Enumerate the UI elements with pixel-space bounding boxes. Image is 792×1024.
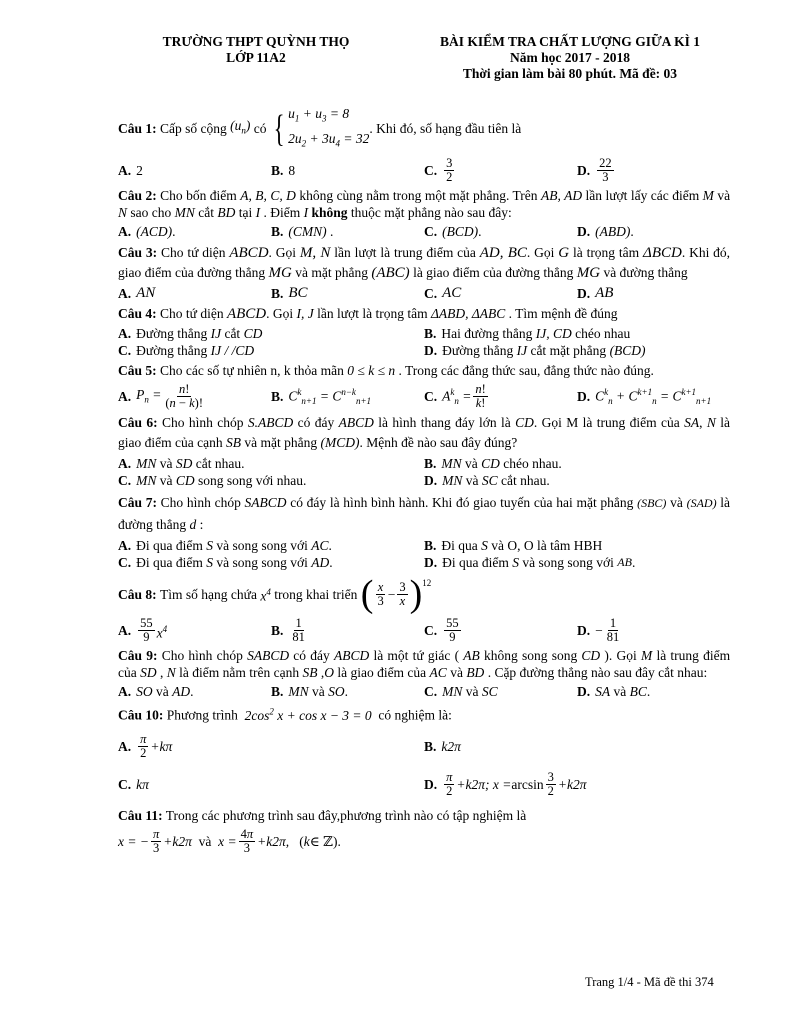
option-text: song song với nhau. bbox=[198, 473, 307, 489]
exam-title: BÀI KIỂM TRA CHẤT LƯỢNG GIỮA KÌ 1 bbox=[440, 34, 700, 49]
exam-header bbox=[400, 34, 740, 82]
option-text: và bbox=[465, 456, 478, 472]
question-label: Câu 1: bbox=[118, 121, 157, 137]
question-label: Câu 10: bbox=[118, 707, 164, 723]
option-d[interactable]: D. − $\frac{1}{81}$ bbox=[577, 616, 620, 645]
question-text: . Tìm mệnh đề đúng bbox=[508, 306, 618, 322]
question-label: Câu 6: bbox=[118, 415, 158, 431]
question-text: có đáy bbox=[293, 648, 330, 664]
question-label: Câu 11: bbox=[118, 807, 163, 823]
option-a[interactable]: A. $\frac{55}{9}$ $x^4$ bbox=[118, 616, 168, 645]
question-1 bbox=[118, 104, 730, 153]
question-text: trong khai triển bbox=[274, 586, 358, 602]
option-b[interactable]: B. (CMN) . bbox=[271, 224, 334, 240]
option-text: và bbox=[613, 684, 627, 700]
option-d[interactable]: D. $\frac{\pi}{2}$ +k2π; x = arcsin $\frac{3}{2}$ +k2π bbox=[424, 770, 587, 799]
option-d[interactable]: D. AB bbox=[577, 285, 614, 302]
option-text: và bbox=[159, 456, 173, 472]
option-b[interactable]: B. Hai đường thẳng IJ, CD chéo nhau bbox=[424, 326, 631, 342]
option-c[interactable]: C. Đi qua điểm S và song song với AD . bbox=[118, 555, 333, 571]
options bbox=[118, 683, 730, 700]
question-text: và đường thẳng bbox=[603, 265, 688, 281]
question-8: Câu 8: Tìm số hạng chứa $x^4$ trong khai triển ( $\frac{x}{3}$ − $\frac{3}{x}$ ) $^{12}$ bbox=[118, 573, 432, 616]
question-2: Câu 2: Cho bốn điểm A, B, C, D không cùng nằm trong một mặt phẳng. Trên AB, AD lần lượt lấy các điểm M và N sao cho MN cắt BD tại I . Điểm I không thuộc mặt phẳng nào sau đây: bbox=[118, 188, 731, 221]
options bbox=[118, 537, 730, 571]
question-text: lần lượt lấy các điểm bbox=[585, 188, 700, 204]
option-c[interactable]: C. kπ bbox=[118, 777, 149, 793]
question-text: . Mệnh đề nào sau đây đúng? bbox=[359, 435, 518, 451]
class-name: LỚP 11A2 bbox=[226, 50, 286, 65]
question-text: . Gọi bbox=[268, 245, 297, 261]
question-text: . Khi đó, giao điểm của đường thẳng bbox=[118, 245, 731, 281]
question-text: Phương trình bbox=[166, 707, 238, 723]
question-text: cắt bbox=[198, 205, 215, 221]
option-b[interactable]: B. MN và CD chéo nhau. bbox=[424, 456, 562, 472]
question-label: Câu 4: bbox=[118, 306, 157, 322]
options bbox=[118, 325, 730, 359]
option-d[interactable]: D. MN và SC cắt nhau. bbox=[424, 473, 550, 489]
option-text: Đi qua điểm bbox=[136, 538, 203, 554]
option-text: và song song với bbox=[216, 538, 308, 554]
option-d[interactable]: D. Đi qua điểm S và song song với AB . bbox=[424, 555, 636, 571]
question-text: Tìm số hạng chứa bbox=[160, 586, 257, 602]
question-text: Cho hình chóp bbox=[162, 415, 244, 431]
binomial-expression: ( $\frac{x}{3}$ − $\frac{3}{x}$ ) $^{12}$ bbox=[360, 573, 432, 616]
question-text: và mặt phẳng bbox=[295, 265, 368, 281]
question-text: Cấp số cộng bbox=[160, 121, 227, 137]
exam-time-code: Thời gian làm bài 80 phút. Mã đề: 03 bbox=[462, 66, 678, 81]
option-a[interactable]: A. $\frac{\pi}{2}$ +kπ bbox=[118, 732, 173, 761]
question-text: là giao điểm của đường thẳng bbox=[413, 265, 574, 281]
option-text: Hai đường thẳng bbox=[441, 326, 533, 342]
question-label: Câu 2: bbox=[118, 188, 157, 204]
option-a[interactable]: A. 2 bbox=[118, 163, 143, 179]
option-text: cắt nhau. bbox=[501, 473, 550, 489]
question-text: có nghiệm là: bbox=[378, 707, 452, 723]
question-label: Câu 9: bbox=[118, 648, 158, 664]
question-text: ). Gọi bbox=[604, 648, 637, 664]
option-d[interactable]: D. Đường thẳng IJ cắt mặt phẳng (BCD) bbox=[424, 343, 646, 359]
question-text: là trung điểm của bbox=[118, 648, 731, 681]
option-c[interactable]: C. MN và SC bbox=[424, 684, 498, 700]
question-text: Cho các số tự nhiên n, k thỏa mãn bbox=[160, 363, 344, 379]
question-6: Câu 6: Cho hình chóp S.ABCD có đáy ABCD là hình thang đáy lớn là CD. Gọi M là trung điểm của SA, N là giao điểm của cạnh SB và mặt phẳng (MCD). Mệnh đề nào sau đây đúng? bbox=[118, 415, 730, 451]
options bbox=[118, 728, 730, 804]
question-text: . Gọi bbox=[266, 306, 294, 322]
option-c[interactable]: C. MN và CD song song với nhau. bbox=[118, 473, 307, 489]
option-b[interactable]: B. k2π bbox=[424, 739, 461, 755]
question-text: là đường thẳng bbox=[118, 495, 731, 533]
equation-system: { $u_1 + u_3 = 8$ $2u_2 + 3u_4 = 32$ bbox=[273, 106, 370, 150]
option-text: Đi qua điểm bbox=[442, 555, 509, 571]
option-a[interactable]: A. MN và SD cắt nhau. bbox=[118, 456, 245, 472]
option-a[interactable]: A. (ACD) . bbox=[118, 224, 176, 240]
option-text: và bbox=[156, 684, 169, 700]
question-text: . Khi đó, số hạng đầu tiên là bbox=[369, 121, 522, 137]
question-3: Câu 3: Cho tứ diện ABCD. Gọi M, N lần lượt là trung điểm của AD, BC. Gọi G là trọng tâm ΔBCD. Khi đó, giao điểm của đường thẳng MG và mặt phẳng (ABC) là giao điểm của đường thẳng MG và đường thẳng bbox=[118, 245, 731, 282]
question-text: không cùng nằm trong một mặt phẳng. Trên bbox=[299, 188, 538, 204]
question-text: . Điểm bbox=[263, 205, 301, 221]
question-label: Câu 3: bbox=[118, 245, 158, 261]
question-text: là giao điểm của cạnh bbox=[118, 415, 730, 451]
option-a[interactable]: A. AN bbox=[118, 285, 156, 302]
options bbox=[118, 285, 730, 302]
question-text: là hình thang đáy lớn là bbox=[378, 415, 511, 431]
question-text: thuộc mặt phẳng nào sau đây: bbox=[350, 205, 512, 221]
option-text: Đường thẳng bbox=[136, 326, 208, 342]
question-text: Cho bốn điểm bbox=[160, 188, 237, 204]
option-text: 2 bbox=[136, 163, 143, 179]
option-text: chéo nhau. bbox=[503, 456, 562, 472]
question-text: có đáy là hình bình hành. Khi đó giao tuyến của hai mặt phẳng bbox=[290, 495, 634, 511]
option-c[interactable]: C. $\frac{55}{9}$ bbox=[424, 616, 459, 645]
option-d[interactable]: D. $C^k_n + C^{k+1}_n = C^{k+1}_{n+1}$ bbox=[577, 386, 712, 406]
option-text: Đường thẳng bbox=[442, 343, 514, 359]
option-text: và bbox=[465, 473, 479, 489]
option-text: cắt mặt phẳng bbox=[530, 343, 607, 359]
option-c[interactable]: C. $\frac{3}{2}$ bbox=[424, 156, 453, 185]
question-7: Câu 7: Cho hình chóp SABCD có đáy là hình bình hành. Khi đó giao tuyến của hai mặt phẳng (SBC) và (SAD) là đường thẳng d : bbox=[118, 495, 731, 533]
option-text: và bbox=[465, 684, 479, 700]
option-b[interactable]: B. BC bbox=[271, 285, 308, 302]
question-text: và bbox=[670, 495, 683, 511]
question-text: Cho hình chóp bbox=[161, 648, 243, 664]
question-text: và bbox=[198, 833, 212, 849]
option-a[interactable]: A. $P_n$ = $\frac{n!}{(n - k)!}$ bbox=[118, 382, 203, 411]
emphasis: không bbox=[311, 205, 348, 221]
option-a[interactable]: A. Đường thẳng IJ cắt CD bbox=[118, 326, 263, 342]
option-text: chéo nhau bbox=[575, 326, 631, 342]
option-text: Đi qua bbox=[441, 538, 478, 554]
option-b[interactable]: B. 8 bbox=[271, 163, 296, 179]
option-d[interactable]: D. (ABD) . bbox=[577, 224, 634, 240]
exam-content bbox=[118, 104, 730, 857]
option-d[interactable]: D. $\frac{22}{3}$ bbox=[577, 156, 612, 185]
question-text: là một tứ giác ( bbox=[373, 648, 460, 664]
question-text: Cho hình chóp bbox=[160, 495, 241, 511]
option-a[interactable]: A. SO và AD . bbox=[118, 684, 194, 700]
question-text: . Cặp đường thẳng nào sau đây cắt nhau: bbox=[487, 665, 708, 681]
options bbox=[118, 455, 730, 489]
question-text: có đáy bbox=[297, 415, 335, 431]
school-year: Năm học 2017 - 2018 bbox=[510, 50, 630, 65]
option-b[interactable]: B. Đi qua S và O, O là tâm HBH bbox=[424, 538, 603, 554]
question-text: sao cho bbox=[130, 205, 172, 221]
option-b[interactable]: B. $\frac{1}{81}$ bbox=[271, 616, 305, 645]
question-text: Trong các phương trình sau đây,phương trình nào có tập nghiệm là bbox=[165, 807, 527, 823]
option-text: cắt bbox=[224, 326, 241, 342]
option-text: Đi qua điểm bbox=[136, 555, 203, 571]
option-text: và O, O là tâm HBH bbox=[491, 538, 603, 554]
solution-set: x = − $\frac{\pi}{3}$ +k2π và x = $\frac{4\pi}{3}$ +k2π, ( k ∈ ℤ). bbox=[118, 826, 341, 855]
options bbox=[118, 617, 730, 644]
options bbox=[118, 383, 730, 410]
question-text: và bbox=[717, 188, 731, 204]
question-text: Cho tứ diện bbox=[160, 306, 224, 322]
math: $(u_n)$ bbox=[230, 118, 251, 137]
option-c[interactable]: C. AC bbox=[424, 285, 462, 302]
option-c[interactable]: C. $A^k_n$ = $\frac{n!}{k!}$ bbox=[424, 382, 486, 411]
option-b[interactable]: B. $C^k_{n+1} = C^{n-k}_{n+1}$ bbox=[271, 386, 372, 406]
option-c[interactable]: C. Đường thẳng IJ / /CD bbox=[118, 343, 255, 359]
option-b[interactable]: B. MN và SO . bbox=[271, 684, 349, 700]
question-text: . Gọi M là trung điểm của bbox=[533, 415, 680, 431]
question-text: lần lượt là trọng tâm bbox=[317, 306, 428, 322]
question-label: Câu 7: bbox=[118, 495, 157, 511]
option-a[interactable]: A. Đi qua điểm S và song song với AC . bbox=[118, 538, 332, 554]
option-text: và song song với bbox=[216, 555, 308, 571]
question-text: . Gọi bbox=[526, 245, 555, 261]
question-label: Câu 8: bbox=[118, 586, 157, 602]
question-label: Câu 5: bbox=[118, 363, 157, 379]
page-footer: Trang 1/4 - Mã đề thi 374 bbox=[585, 975, 714, 989]
question-text: lần lượt là trung điểm của bbox=[334, 245, 476, 261]
question-text: . Trong các đẳng thức sau, đẳng thức nào đúng. bbox=[398, 363, 654, 379]
question-10: Câu 10: Phương trình $2\cos^2$ x + cos x − 3 = 0 có nghiệm là: bbox=[118, 706, 452, 723]
question-5: Câu 5: Cho các số tự nhiên n, k thỏa mãn 0 ≤ k ≤ n . Trong các đẳng thức sau, đẳng thức nào đúng. bbox=[118, 363, 654, 379]
option-d[interactable]: D. SA và BC . bbox=[577, 684, 651, 700]
options bbox=[118, 157, 730, 184]
question-text: tại bbox=[238, 205, 253, 221]
question-9: Câu 9: Cho hình chóp SABCD có đáy ABCD là một tứ giác ( AB không song song CD ). Gọi M là trung điểm của SD , N là điểm nằm trên cạnh SB ,O là giao điểm của AC và BD . Cặp đường thẳng nào sau đây cắt nhau: bbox=[118, 648, 731, 681]
option-text: và song song với bbox=[522, 555, 614, 571]
question-text: Cho tứ diện bbox=[160, 245, 226, 261]
option-text: và bbox=[159, 473, 173, 489]
school-name: TRƯỜNG THPT QUỲNH THỌ bbox=[162, 34, 350, 49]
question-text: là trọng tâm bbox=[572, 245, 640, 261]
question-text: không song song bbox=[484, 648, 578, 664]
question-text: là giao điểm của bbox=[337, 665, 427, 681]
question-text: và mặt phẳng bbox=[244, 435, 318, 451]
option-c[interactable]: C. (BCD) . bbox=[424, 224, 482, 240]
option-text: và bbox=[312, 684, 325, 700]
question-text: và bbox=[450, 665, 463, 681]
question-11 bbox=[118, 807, 730, 824]
question-text: là điểm nằm trên cạnh bbox=[179, 665, 300, 681]
option-text: Đường thẳng bbox=[136, 343, 208, 359]
option-text: 8 bbox=[288, 163, 296, 179]
question-4: Câu 4: Cho tứ diện ABCD. Gọi I, J lần lượt là trọng tâm ΔABD, ΔABC . Tìm mệnh đề đúng bbox=[118, 306, 618, 323]
option-text: cắt nhau. bbox=[195, 456, 245, 472]
question-text: có bbox=[253, 121, 267, 137]
options bbox=[118, 223, 730, 240]
school-header bbox=[126, 34, 386, 66]
